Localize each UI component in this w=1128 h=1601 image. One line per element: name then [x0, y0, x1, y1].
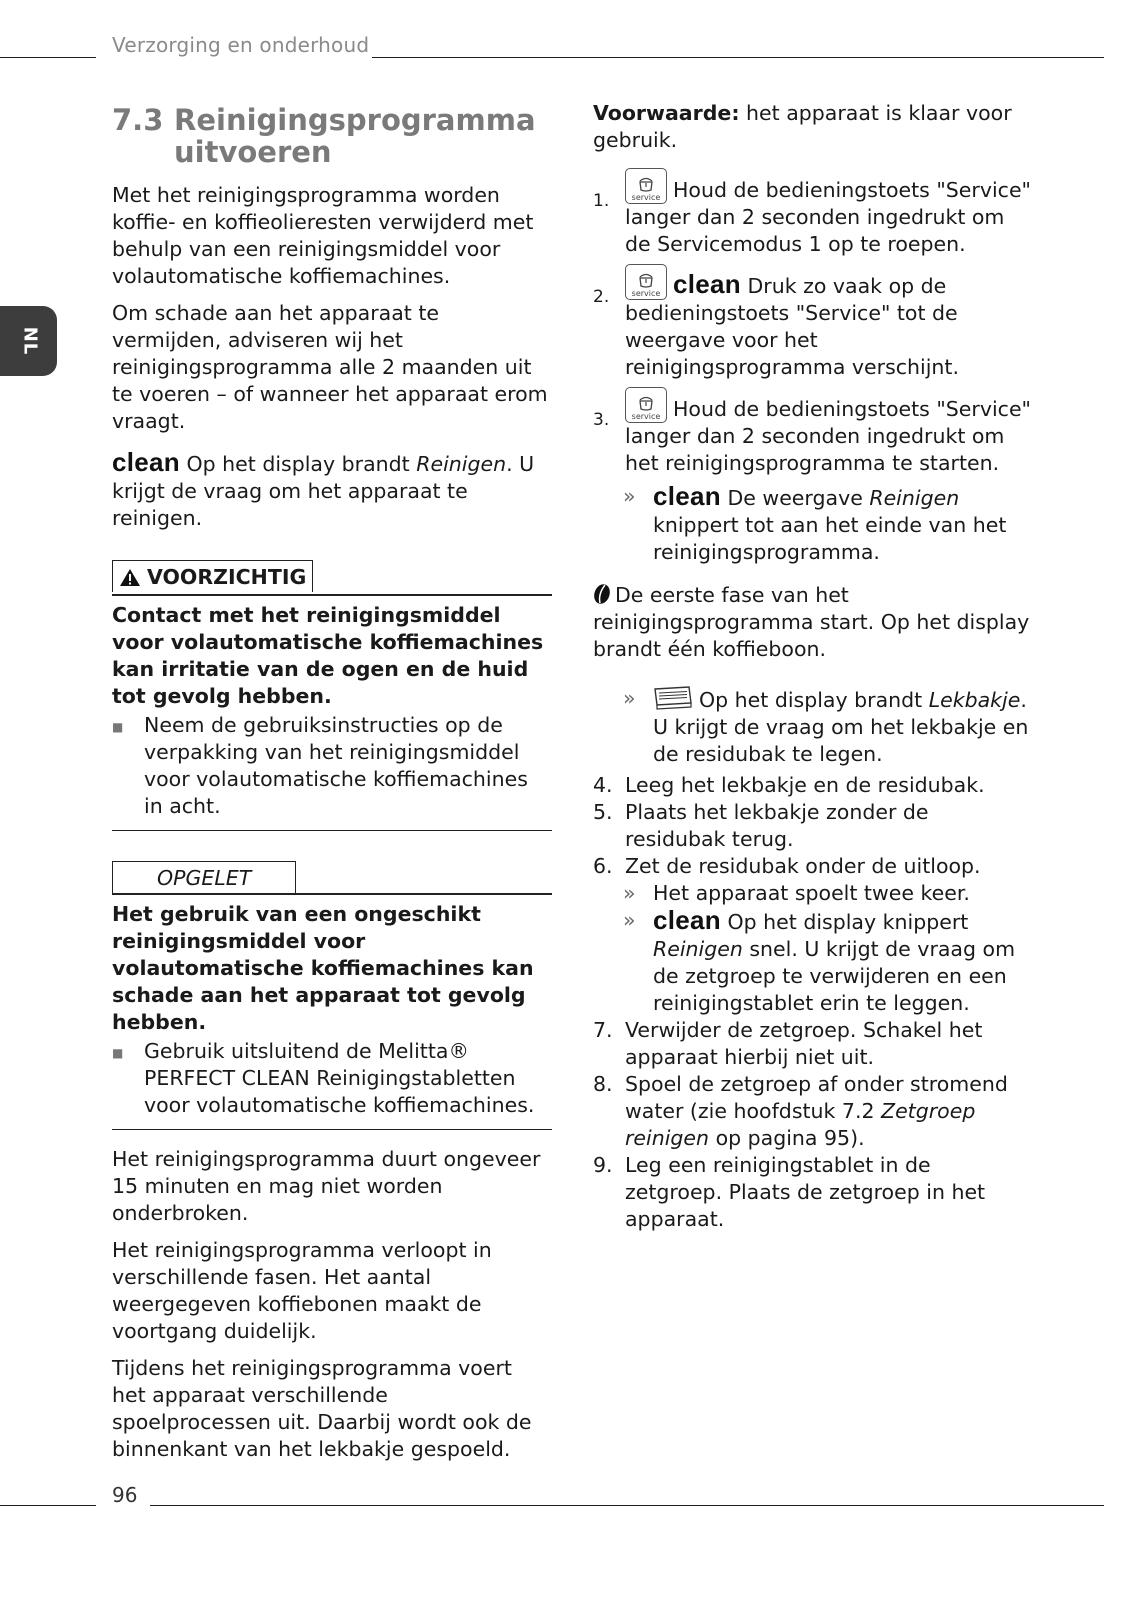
step-4 [593, 772, 1033, 799]
tray-text-b: . U krijgt de vraag om het lekbakje en de residubak te legen. [653, 688, 1029, 766]
right-column [593, 100, 1033, 1233]
step-text: Verwijder de zetgroep. Schakel het apparaat hierbij niet uit. [625, 1018, 983, 1069]
tray-result [623, 685, 1033, 768]
step-text [625, 1071, 1033, 1152]
step-7 [593, 1017, 1033, 1071]
step-number: 4. [593, 773, 613, 797]
step-number: 7. [593, 1018, 613, 1042]
section-number: 7.3 [112, 103, 164, 137]
attention-box [112, 861, 552, 895]
clean-display-text: clean [653, 905, 721, 935]
step-number: 2. [593, 287, 610, 307]
caution-rule [112, 594, 552, 596]
coffee-bean-icon [593, 583, 611, 605]
drip-tray-icon [653, 685, 693, 711]
bean-note-text: De eerste fase van het reinigingsprogramma start. Op het display brandt één koffieboon. [593, 583, 1030, 661]
step-3-result-text [653, 483, 1033, 566]
running-header: Verzorging en onderhoud [112, 33, 370, 57]
clean-display-text: clean [673, 269, 741, 299]
language-tab-label: NL [19, 326, 41, 356]
precondition-label: Voorwaarde: [593, 101, 740, 125]
attention-rule [112, 893, 552, 895]
step-text: Leeg het lekbakje en de residubak. [625, 773, 985, 797]
result-arrow-icon: » [623, 484, 636, 508]
service-icon-label: service [631, 412, 661, 421]
step-number: 8. [593, 1072, 613, 1096]
attention-bullet-text: Gebruik uitsluitend de Melitta® PERFECT CLEAN Reinigingstabletten voor volautomatische koffiemachines. [144, 1038, 535, 1117]
step-6-result-1 [623, 880, 1033, 907]
intro-paragraph-1: Met het reinigingsprogramma worden koffie- en koffieolieresten verwijderd met behulp van een reinigingsmiddel voor volautomatische koffiemachines. [112, 183, 534, 288]
clean-text-b: . U krijgt de vraag om het apparaat te reinigen. [112, 452, 535, 530]
rinse-paragraph: Tijdens het reinigingsprogramma voert het apparaat verschillende spoelprocessen uit. Daarbij wordt ook de binnenkant van het lekbakje gespoeld. [112, 1356, 532, 1461]
result-text-b: knippert tot aan het einde van het reinigingsprogramma. [653, 513, 1007, 564]
step-5 [593, 799, 1033, 853]
header-rule-right [372, 57, 1104, 58]
step-text: Leg een reinigingstablet in de zetgroep. Plaats de zetgroep in het apparaat. [625, 1153, 986, 1231]
bean-note [593, 582, 1033, 663]
clean-text-italic: Reinigen [416, 452, 507, 476]
result-text-italic: Reinigen [869, 486, 960, 510]
tray-result-text [653, 685, 1033, 768]
result-text-a: De weergave [721, 486, 870, 510]
caution-text: Contact met het reinigingsmiddel voor volautomatische koffiemachines kan irritatie van de ogen en de huid tot gevolg hebben. [112, 602, 544, 708]
attention-bullet [112, 1038, 552, 1119]
caution-label-text: VOORZICHTIG [147, 565, 307, 589]
precondition [593, 100, 1033, 154]
step-8-text-a: Spoel de zetgroep af onder stromend water (zie hoofdstuk 7.2 [625, 1072, 1008, 1123]
step-3-result [623, 483, 1033, 566]
clean-display-text: clean [653, 481, 721, 511]
caution-label [112, 560, 313, 592]
attention-label [112, 861, 296, 893]
attention-label-text: OPGELET [157, 866, 252, 890]
step-6-result-2 [623, 907, 1033, 1017]
footer-rule-left [0, 1505, 96, 1506]
clean-display-paragraph [112, 449, 552, 532]
step-text: Houd de bedieningstoets "Service" langer dan 2 seconden ingedrukt om de Servicemodus 1 op te roepen. [625, 178, 1031, 256]
tray-text-italic: Lekbakje [928, 688, 1021, 712]
step-6 [593, 853, 1033, 880]
service-button-icon [625, 264, 667, 300]
service-icon-label: service [631, 193, 661, 202]
step-number: 5. [593, 800, 613, 824]
caution-box [112, 560, 552, 596]
attention-end-rule [112, 1129, 552, 1131]
square-bullet-icon: ■ [112, 1045, 124, 1060]
step-text: Houd de bedieningstoets "Service" langer dan 2 seconden ingedrukt om het reinigingsprogramma te starten. [625, 397, 1031, 475]
step-1 [593, 168, 1033, 258]
step-8-text-italic: Zetgroep reinigen [625, 1099, 976, 1150]
square-bullet-icon: ■ [112, 719, 124, 734]
section-heading [112, 104, 552, 168]
clean-display-text: clean [112, 447, 180, 477]
result-text-b: snel. U krijgt de vraag om de zetgroep te verwijderen en een reinigingstablet erin te leggen. [653, 937, 1016, 1015]
step-number: 9. [593, 1153, 613, 1177]
step-text: Druk zo vaak op de bedieningstoets "Service" tot de weergave voor het reinigingsprogramma verschijnt. [625, 274, 959, 379]
result-text-a: Op het display knippert [721, 910, 969, 934]
step-6-result-1-text: Het apparaat spoelt twee keer. [653, 881, 970, 905]
language-tab [0, 306, 57, 376]
step-2 [593, 264, 1033, 381]
phases-paragraph: Het reinigingsprogramma verloopt in verschillende fasen. Het aantal weergegeven koffiebonen maakt de voortgang duidelijk. [112, 1238, 492, 1343]
result-arrow-icon: » [623, 908, 636, 932]
caution-bullet-text: Neem de gebruiksinstructies op de verpakking van het reinigingsmiddel voor volautomatische koffiemachines in acht. [144, 712, 528, 818]
step-text: Plaats het lekbakje zonder de residubak terug. [625, 800, 929, 851]
step-3 [593, 387, 1033, 477]
step-8-text-b: op pagina 95). [709, 1126, 865, 1150]
step-8 [593, 1071, 1033, 1152]
intro-paragraph-2: Om schade aan het apparaat te vermijden, adviseren wij het reinigingsprogramma alle 2 maanden uit te voeren – of wanneer het apparaat erom vraagt. [112, 301, 548, 433]
result-text-italic: Reinigen [653, 937, 743, 961]
service-button-icon [625, 387, 667, 423]
precondition-text: het apparaat is klaar voor gebruik. [593, 101, 1012, 152]
caution-bullet [112, 712, 552, 820]
result-arrow-icon: » [623, 686, 636, 710]
left-column [112, 100, 552, 1473]
service-icon-label: service [631, 289, 661, 298]
caution-end-rule [112, 830, 552, 832]
section-title: Reinigingsprogramma uitvoeren [174, 103, 536, 169]
clean-text-a: Op het display brandt [180, 452, 417, 476]
duration-paragraph: Het reinigingsprogramma duurt ongeveer 15 minuten en mag niet worden onderbroken. [112, 1147, 541, 1225]
footer-rule-right [150, 1505, 1104, 1506]
service-button-icon [625, 168, 667, 204]
step-text: Zet de residubak onder de uitloop. [625, 854, 981, 878]
warning-triangle-icon [119, 568, 141, 587]
header-rule-left [0, 57, 96, 58]
page-number: 96 [112, 1483, 138, 1507]
attention-text: Het gebruik van een ongeschikt reinigingsmiddel voor volautomatische koffiemachines kan schade aan het apparaat tot gevolg hebben. [112, 901, 534, 1034]
step-6-result-2-text [653, 907, 1033, 1017]
step-number: 1. [593, 191, 610, 211]
result-arrow-icon: » [623, 881, 636, 905]
step-number: 6. [593, 854, 613, 878]
step-number: 3. [593, 410, 610, 430]
tray-text-a: Op het display brandt [699, 688, 929, 712]
step-9 [593, 1152, 1033, 1233]
